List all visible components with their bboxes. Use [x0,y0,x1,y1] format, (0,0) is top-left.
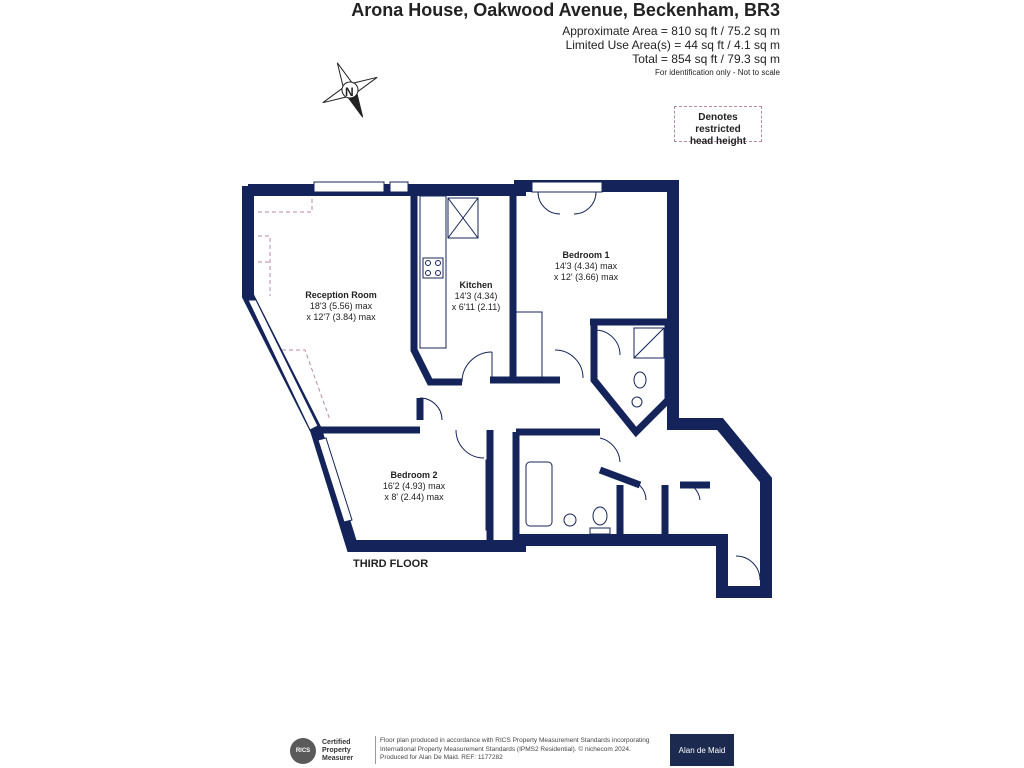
rics-line-2: Property [322,747,351,754]
rics-logo-icon: RICS [290,738,316,764]
kitchen-name: Kitchen [459,280,493,290]
footer-line-1: Floor plan produced in accordance with RICS Property Measurement Standards incorporating [380,737,650,744]
compass-letter: N [345,85,354,99]
kitchen-dim-1: 14'3 (4.34) [454,291,498,301]
bedroom2-dim-2: x 8' (2.44) max [384,492,444,502]
scale-note: For identification only - Not to scale [655,68,780,77]
approximate-area: Approximate Area = 810 sq ft / 75.2 sq m [562,24,780,38]
outer-walls [248,186,766,592]
bedroom1-name: Bedroom 1 [562,250,610,260]
bedroom1-dim-2: x 12' (3.66) max [553,272,619,282]
footer-divider [375,736,376,764]
room-label-kitchen [446,280,506,313]
reception-name: Reception Room [305,290,377,300]
property-title: Arona House, Oakwood Avenue, Beckenham, BR3 [351,0,780,20]
total-area: Total = 854 sq ft / 79.3 sq m [632,52,780,66]
rics-line-1: Certified [322,739,351,746]
kitchen-dim-2: x 6'11 (2.11) [451,302,501,312]
rics-badge [290,736,372,766]
footer-disclaimer [380,737,670,763]
room-label-reception [294,290,388,323]
reception-dim-1: 18'3 (5.56) max [309,301,373,311]
agent-logo: Alan de Maid [670,734,734,766]
floor-label: THIRD FLOOR [353,558,429,570]
footer-line-2: International Property Measurement Standards (IPMS2 Residential). © nichecom 2024. [380,745,631,753]
room-label-bedroom1 [546,250,626,283]
legend-line-2: head height [689,136,747,147]
bedroom2-name: Bedroom 2 [390,470,438,480]
limited-use-area: Limited Use Area(s) = 44 sq ft / 4.1 sq m [565,38,780,52]
rics-caption [322,739,353,763]
room-label-bedroom2 [372,470,456,503]
footer-line-3: Produced for Alan De Maid. REF: 1177282 [380,754,503,761]
bedroom1-dim-1: 14'3 (4.34) max [554,261,618,271]
legend-line-1: Denotes restricted [695,112,741,135]
bedroom2-dim-1: 16'2 (4.93) max [382,481,446,491]
reception-dim-2: x 12'7 (3.84) max [306,312,376,322]
rics-line-3: Measurer [322,755,354,762]
